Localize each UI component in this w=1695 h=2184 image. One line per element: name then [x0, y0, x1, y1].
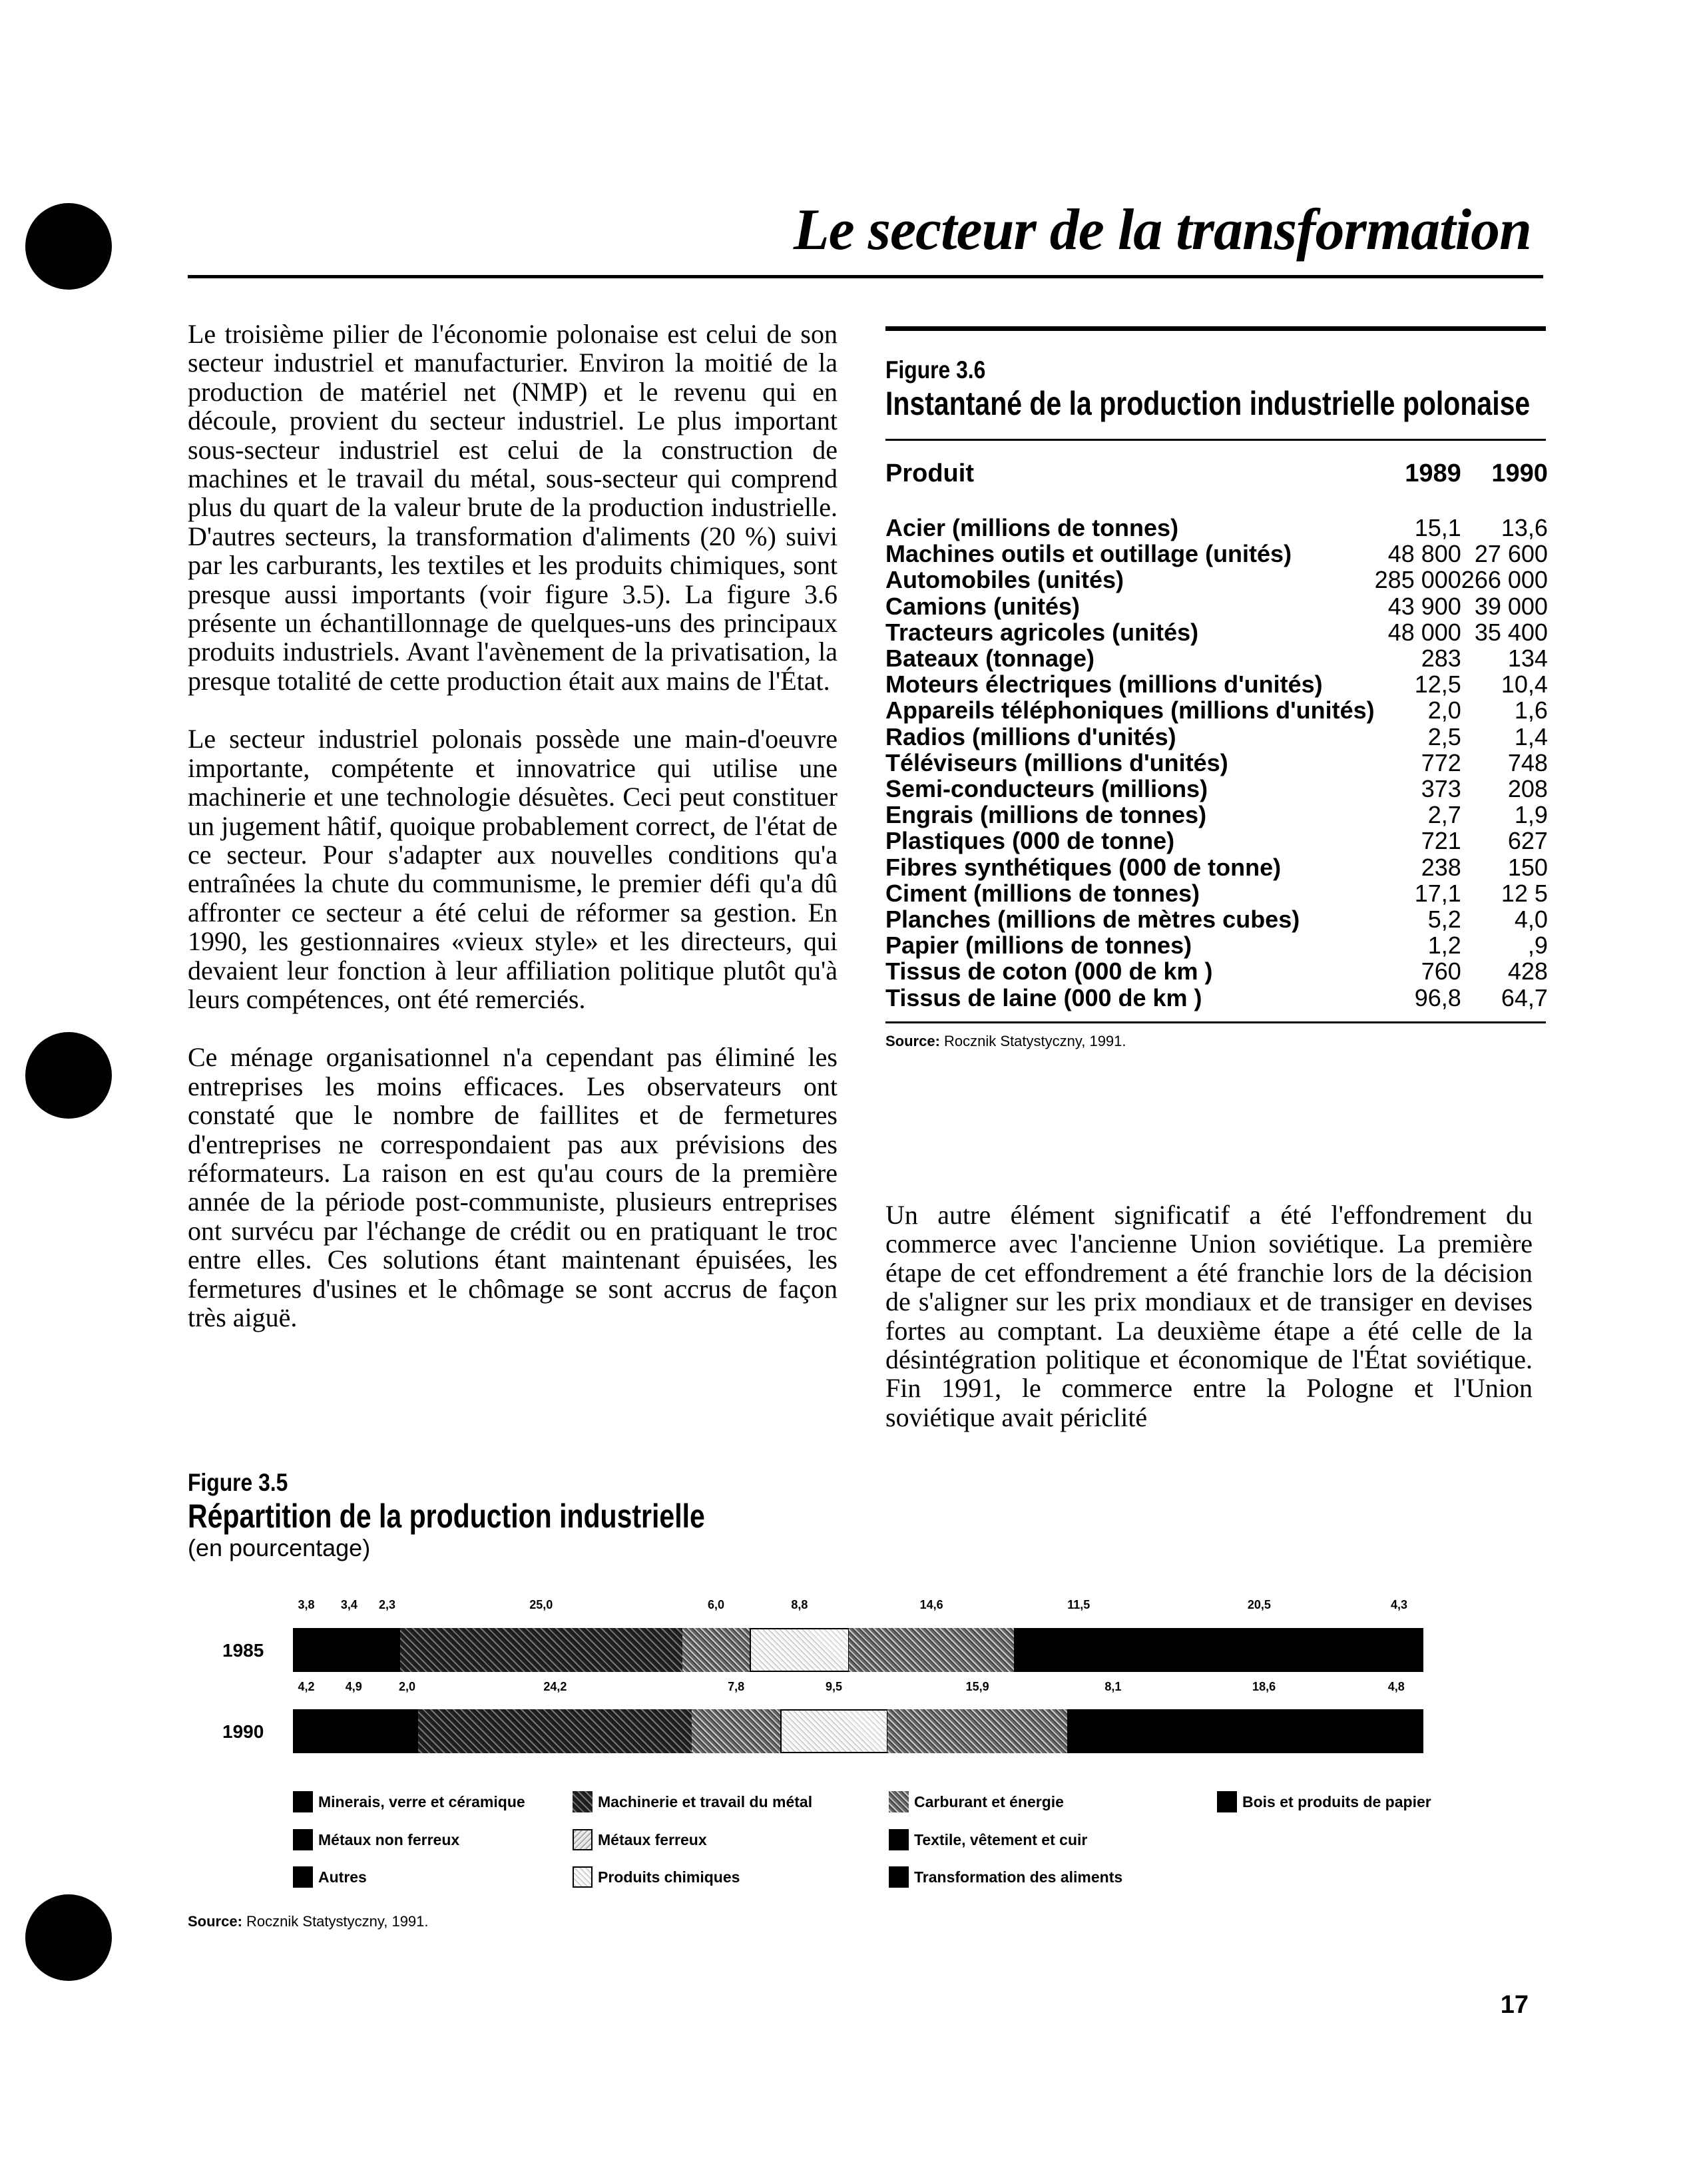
title-rule: [188, 275, 1543, 278]
table-row: [885, 958, 1548, 984]
bar-segment: [692, 1709, 780, 1753]
value-1990-cell: 1,6: [1514, 696, 1548, 724]
legend-label: Bois et produits de papier: [1242, 1792, 1431, 1810]
table-row: [885, 645, 1548, 671]
value-1989-cell: 15,1: [1414, 514, 1461, 541]
legend-swatch: [889, 1829, 909, 1850]
legend-label: Produits chimiques: [598, 1868, 740, 1886]
paragraph-4: Un autre élément significatif a été l'effondrement du commerce avec l'ancienne Union soviétique. La première étape de cet effondrement a été franchie lors de la décision de s'aligner sur les prix mondiaux et de transiger en devises fortes au comptant. La deuxième étape a été celle de la désintégration politique et économique de l'État soviétique. Fin 1991, le commerce entre la Pologne et l'Union soviétique avait périclité: [885, 1200, 1533, 1432]
product-name-cell: Ciment (millions de tonnes): [885, 879, 1200, 907]
bar-segment: [336, 1628, 374, 1672]
legend-item: [573, 1866, 740, 1888]
bar-segment: [418, 1709, 692, 1753]
value-1990-cell: 39 000: [1474, 592, 1548, 620]
bar-segment: [750, 1628, 849, 1672]
legend-swatch: [293, 1791, 313, 1812]
bar-segment: [1067, 1709, 1159, 1753]
product-name-cell: Automobiles (unités): [885, 566, 1124, 594]
value-1989-cell: 2,0: [1427, 696, 1461, 724]
value-1989-cell: 285 000: [1374, 566, 1461, 594]
product-name-cell: Machines outils et outillage (unités): [885, 540, 1292, 568]
legend-item: [573, 1791, 812, 1812]
data-label: 25,0: [529, 1598, 553, 1611]
value-1990-cell: 748: [1507, 748, 1548, 776]
legend-swatch: [293, 1829, 313, 1850]
table-row: [885, 515, 1548, 541]
value-1989-cell: 760: [1421, 957, 1461, 985]
value-1989-cell: 283: [1421, 645, 1461, 673]
value-1989-cell: 48 000: [1387, 618, 1461, 646]
figure-3-5-source: [188, 1913, 429, 1930]
table-row: [885, 802, 1548, 828]
legend-label: Transformation des aliments: [914, 1868, 1123, 1886]
product-name-cell: Engrais (millions de tonnes): [885, 801, 1207, 829]
product-name-cell: Tracteurs agricoles (unités): [885, 618, 1199, 646]
product-name-cell: Fibres synthétiques (000 de tonne): [885, 853, 1282, 881]
product-name-cell: Acier (millions de tonnes): [885, 514, 1179, 541]
value-1990-cell: 64,7: [1501, 983, 1548, 1011]
legend-label: Carburant et énergie: [914, 1792, 1064, 1810]
legend-label: Minerais, verre et céramique: [318, 1792, 525, 1810]
table-row: [885, 724, 1548, 750]
data-label: 4,9: [345, 1680, 362, 1693]
product-name-cell: Semi-conducteurs (millions): [885, 775, 1208, 803]
legend-item: [889, 1829, 1087, 1850]
value-1990-cell: 35 400: [1474, 618, 1548, 646]
value-1989-cell: 17,1: [1414, 879, 1461, 907]
value-1990-cell: 134: [1507, 645, 1548, 673]
legend-label: Métaux non ferreux: [318, 1830, 460, 1848]
source-text: Rocznik Statystyczny, 1991.: [242, 1913, 429, 1930]
table-row: [885, 619, 1548, 645]
value-1989-cell: 772: [1421, 748, 1461, 776]
table-row: [885, 541, 1548, 567]
stacked-bar-chart: [188, 1585, 1453, 1871]
legend-label: Machinerie et travail du métal: [598, 1792, 813, 1810]
value-1989-cell: 12,5: [1414, 671, 1461, 698]
table-row: [885, 750, 1548, 776]
data-label: 8,1: [1104, 1680, 1122, 1693]
bar-segment: [1144, 1628, 1375, 1672]
punch-hole-top: [25, 203, 112, 290]
legend-swatch: [1217, 1791, 1237, 1812]
value-1989-cell: 48 800: [1387, 540, 1461, 568]
product-name-cell: Moteurs électriques (millions d'unités): [885, 671, 1323, 698]
figure-mid-rule: [885, 439, 1546, 441]
data-label: 3,8: [298, 1598, 315, 1611]
bar-segment: [1369, 1709, 1423, 1753]
bar-segment: [1159, 1709, 1369, 1753]
legend-item: [573, 1829, 707, 1850]
figure-title: Instantané de la production industrielle polonaise: [885, 385, 1531, 422]
production-table: [885, 459, 1548, 1011]
product-name-cell: Tissus de laine (000 de km ): [885, 983, 1202, 1011]
legend-item: [889, 1791, 1064, 1812]
table-row: [885, 985, 1548, 1011]
data-label: 11,5: [1067, 1598, 1090, 1611]
product-name-cell: Planches (millions de mètres cubes): [885, 906, 1300, 934]
legend-swatch: [573, 1866, 593, 1888]
figure-subtitle: (en pourcentage): [188, 1534, 371, 1561]
table-header-row: [885, 459, 1548, 515]
data-label: 4,3: [1391, 1598, 1408, 1611]
bar-segment: [780, 1709, 888, 1753]
legend-item: [889, 1866, 1122, 1888]
value-1990-cell: 208: [1507, 775, 1548, 803]
product-name-cell: Tissus de coton (000 de km ): [885, 957, 1213, 985]
value-1990-cell: 428: [1507, 957, 1548, 985]
bar-segment: [1014, 1628, 1144, 1672]
page-title: Le secteur de la transformation: [793, 198, 1531, 262]
table-row: [885, 697, 1548, 723]
figure-3-5-header: [188, 1469, 1453, 1562]
table-row: [885, 906, 1548, 932]
col-header-1989: 1989: [1405, 459, 1461, 487]
value-1990-cell: ,9: [1527, 932, 1548, 959]
year-label-1990: 1990: [222, 1721, 264, 1742]
data-label: 15,9: [965, 1680, 989, 1693]
data-label: 9,5: [825, 1680, 842, 1693]
value-1990-cell: 150: [1507, 853, 1548, 881]
figure-3-6: [885, 326, 1546, 1050]
legend-item: [293, 1866, 367, 1888]
product-name-cell: Bateaux (tonnage): [885, 645, 1095, 673]
value-1990-cell: 10,4: [1501, 671, 1548, 698]
punch-hole-middle: [25, 1032, 112, 1119]
figure-label: Figure 3.6: [885, 356, 986, 384]
data-label: 3,4: [340, 1598, 358, 1611]
bar-segment: [1375, 1628, 1423, 1672]
figure-label: Figure 3.5: [188, 1469, 288, 1496]
year-label-1985: 1985: [222, 1640, 264, 1661]
value-1989-cell: 43 900: [1387, 592, 1461, 620]
bar-segment: [396, 1709, 419, 1753]
data-label: 24,2: [543, 1680, 567, 1693]
figure-title: Répartition de la production industrielle: [188, 1498, 705, 1535]
col-header-product: Produit: [885, 459, 974, 487]
legend-swatch: [889, 1791, 909, 1812]
value-1989-cell: 238: [1421, 853, 1461, 881]
value-1990-cell: 27 600: [1474, 540, 1548, 568]
bar-segment: [374, 1628, 400, 1672]
bar-segment: [682, 1628, 750, 1672]
bar-segment: [293, 1628, 336, 1672]
value-1990-cell: 13,6: [1501, 514, 1548, 541]
value-1989-cell: 373: [1421, 775, 1461, 803]
legend-label: Métaux ferreux: [598, 1830, 707, 1848]
product-name-cell: Plastiques (000 de tonne): [885, 827, 1175, 855]
left-column-text: [188, 320, 838, 1361]
data-label: 2,3: [378, 1598, 396, 1611]
source-prefix: Source:: [188, 1913, 242, 1930]
legend-label: Textile, vêtement et cuir: [914, 1830, 1088, 1848]
col-header-1990: 1990: [1491, 459, 1548, 487]
value-1989-cell: 721: [1421, 827, 1461, 855]
data-label: 20,5: [1247, 1598, 1271, 1611]
legend-label: Autres: [318, 1868, 367, 1886]
value-1990-cell: 1,9: [1514, 801, 1548, 829]
legend-swatch: [293, 1866, 313, 1888]
value-1989-cell: 2,7: [1427, 801, 1461, 829]
value-1989-cell: 1,2: [1427, 932, 1461, 959]
data-label: 2,0: [398, 1680, 415, 1693]
product-name-cell: Camions (unités): [885, 592, 1081, 620]
product-name-cell: Téléviseurs (millions d'unités): [885, 748, 1228, 776]
table-row: [885, 593, 1548, 619]
table-row: [885, 854, 1548, 880]
legend-swatch: [889, 1866, 909, 1888]
source-text: Rocznik Statystyczny, 1991.: [939, 1032, 1126, 1049]
value-1990-cell: 266 000: [1461, 566, 1548, 594]
paragraph-2: Le secteur industriel polonais possède une main-d'oeuvre importante, compétente et innovatrice qui utilise une machinerie et une technologie désuètes. Ceci peut constituer un jugement hâtif, quoique probablement correct, de l'état de ce secteur. Pour s'adapter aux nouvelles conditions qu'a entraînées la chute du communisme, le premier défi qu'a dû affronter ce secteur a été celui de réformer sa gestion. En 1990, les gestionnaires «vieux style» et les directeurs, qui devaient leur fonction à leur affiliation politique plutôt qu'à leurs compétences, ont été remerciés.: [188, 724, 838, 1014]
data-label: 6,0: [707, 1598, 724, 1611]
legend-item: [293, 1791, 525, 1812]
data-label: 8,8: [791, 1598, 808, 1611]
page-number: 17: [1500, 1991, 1529, 2019]
paragraph-1: Le troisième pilier de l'économie polonaise est celui de son secteur industriel et manufacturier. Environ la moitié de la production de matériel net (NMP) et le revenu qui en découle, provient du secteur industriel. Le plus important sous-secteur industriel est celui de la construction de machines et le travail du métal, sous-secteur qui comprend plus du quart de la valeur brute de la production industrielle. D'autres secteurs, la transformation d'aliments (20 %) suivi par les carburants, les textiles et les produits chimiques, sont presque aussi importants (voir figure 3.5). La figure 3.6 présente un échantillonnage de quelques-uns des principaux produits industriels. Avant l'avènement de la privatisation, la presque totalité de cette production était aux mains de l'État.: [188, 319, 838, 696]
table-row: [885, 932, 1548, 958]
value-1989-cell: 2,5: [1427, 722, 1461, 750]
value-1990-cell: 627: [1507, 827, 1548, 855]
right-column-text: [885, 1201, 1533, 1461]
legend-swatch: [573, 1791, 593, 1812]
bar-segment: [887, 1709, 1067, 1753]
value-1990-cell: 12 5: [1501, 879, 1548, 907]
paragraph-3: Ce ménage organisationnel n'a cependant pas éliminé les entreprises les moins efficaces. Les observateurs ont constaté que le nombre de faillites et de fermetures d'entreprises ne correspondaient pas aux prévisions des réformateurs. La raison en est qu'au cours de la première année de la période post-communiste, plusieurs entreprises ont survécu par l'échange de crédit ou en pratiquant le troc entre elles. Ces solutions étant maintenant épuisées, les fermetures d'usines et le chômage se sont accrus de façon très aiguë.: [188, 1042, 838, 1332]
product-name-cell: Papier (millions de tonnes): [885, 932, 1192, 959]
value-1989-cell: 5,2: [1427, 906, 1461, 934]
legend-item: [293, 1829, 459, 1850]
bar-segment: [400, 1628, 682, 1672]
table-row: [885, 776, 1548, 802]
product-name-cell: Appareils téléphoniques (millions d'unités): [885, 696, 1375, 724]
figure-3-6-source: [885, 1033, 1546, 1050]
value-1990-cell: 1,4: [1514, 722, 1548, 750]
value-1990-cell: 4,0: [1514, 906, 1548, 934]
source-prefix: Source:: [885, 1032, 940, 1049]
table-body: [885, 515, 1548, 1011]
table-row: [885, 671, 1548, 697]
punch-hole-bottom: [25, 1894, 112, 1981]
data-label: 14,6: [919, 1598, 943, 1611]
figure-bottom-rule: [885, 1021, 1546, 1023]
bar-segment: [293, 1709, 341, 1753]
data-label: 7,8: [728, 1680, 745, 1693]
data-label: 4,2: [298, 1680, 315, 1693]
data-label: 4,8: [1387, 1680, 1405, 1693]
bar-segment: [849, 1628, 1014, 1672]
figure-top-rule: [885, 326, 1546, 331]
table-row: [885, 567, 1548, 593]
product-name-cell: Radios (millions d'unités): [885, 722, 1176, 750]
data-label: 18,6: [1252, 1680, 1276, 1693]
table-row: [885, 828, 1548, 854]
table-row: [885, 880, 1548, 906]
bar-segment: [340, 1709, 396, 1753]
legend-swatch: [573, 1829, 593, 1850]
value-1989-cell: 96,8: [1414, 983, 1461, 1011]
legend-item: [1217, 1791, 1431, 1812]
